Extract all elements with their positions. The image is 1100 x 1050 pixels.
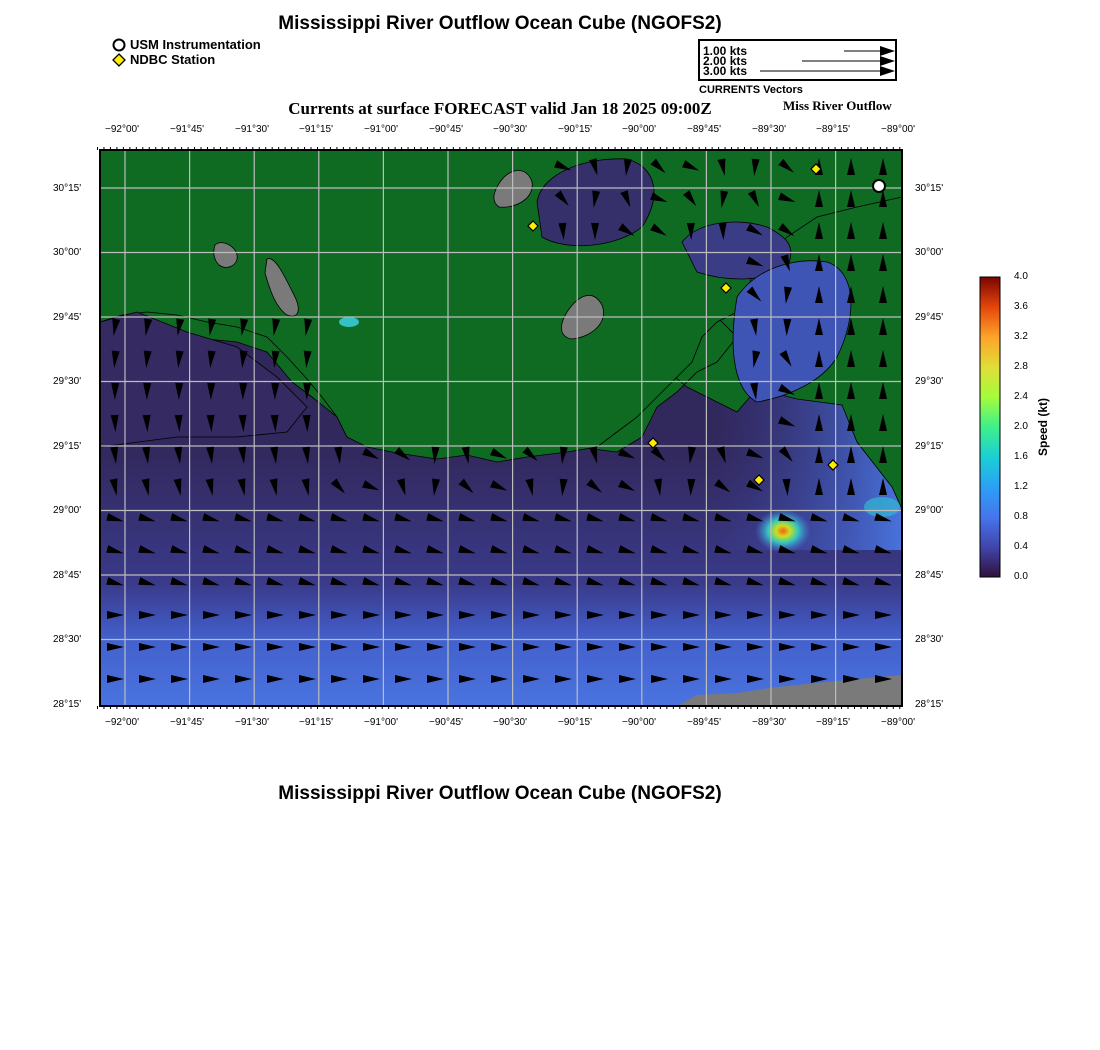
lat-label: 29°30' (53, 376, 82, 387)
vector-scale-row: 3.00 kts (703, 64, 748, 78)
lat-label: 29°00' (915, 505, 944, 516)
colorbar-tick: 1.6 (1014, 451, 1028, 462)
forecast-subtitle: Currents at surface FORECAST valid Jan 18 2025 09:00Z (288, 99, 712, 118)
lon-label: −89°15' (816, 717, 850, 728)
lon-label: −90°00' (622, 124, 656, 135)
lat-label: 28°45' (915, 570, 944, 581)
lat-label: 29°00' (53, 505, 82, 516)
lon-label: −89°30' (752, 717, 786, 728)
colorbar (978, 275, 1006, 579)
frame-ticks-bottom (97, 706, 905, 709)
lon-label: −91°30' (235, 717, 269, 728)
lon-label: −90°45' (429, 717, 463, 728)
ndbc-marker-icon (112, 53, 126, 67)
lon-label: −89°45' (687, 124, 721, 135)
colorbar-tick: 0.4 (1014, 541, 1028, 552)
ndbc-legend-label: NDBC Station (130, 52, 216, 67)
lon-label: −89°45' (687, 717, 721, 728)
lat-label: 28°30' (915, 634, 944, 645)
colorbar-tick: 4.0 (1014, 271, 1028, 282)
lat-label: 28°30' (53, 634, 82, 645)
lon-label: −92°00' (105, 717, 139, 728)
usm-legend-label: USM Instrumentation (130, 37, 261, 52)
vector-scale-row: 1.00 kts (703, 44, 748, 58)
frame-ticks-top (97, 147, 905, 150)
usm-marker-icon (112, 38, 126, 52)
lon-label: −91°30' (235, 124, 269, 135)
lon-label: −90°45' (429, 124, 463, 135)
colorbar-tick: 3.6 (1014, 301, 1028, 312)
vector-scale-row: 2.00 kts (703, 54, 748, 68)
vector-scale-label: CURRENTS Vectors (699, 84, 803, 96)
lon-label: −89°00' (881, 124, 915, 135)
lon-label: −92°00' (105, 124, 139, 135)
lat-label: 29°45' (915, 312, 944, 323)
vector-scale-arrows (700, 41, 895, 79)
lat-label: 28°15' (53, 699, 82, 710)
lon-label: −90°15' (558, 717, 592, 728)
lon-label: −91°00' (364, 717, 398, 728)
lat-label: 30°15' (53, 183, 82, 194)
colorbar-tick: 2.8 (1014, 361, 1028, 372)
colorbar-tick: 0.8 (1014, 511, 1028, 522)
map-panel (97, 147, 905, 709)
lat-label: 29°15' (53, 441, 82, 452)
lat-label: 28°15' (915, 699, 944, 710)
colorbar-tick: 1.2 (1014, 481, 1028, 492)
lon-label: −90°30' (493, 124, 527, 135)
lat-label: 30°15' (915, 183, 944, 194)
lat-label: 30°00' (53, 247, 82, 258)
colorbar-tick: 3.2 (1014, 331, 1028, 342)
lon-label: −89°15' (816, 124, 850, 135)
lat-label: 29°45' (53, 312, 82, 323)
lat-label: 29°15' (915, 441, 944, 452)
lon-label: −89°30' (752, 124, 786, 135)
plume-east (864, 497, 900, 517)
colorbar-label: Speed (kt) (1036, 397, 1050, 457)
map-title: Mississippi River Outflow Ocean Cube (NGOFS2) (278, 13, 722, 34)
lon-label: −91°15' (299, 717, 333, 728)
lon-label: −91°45' (170, 717, 204, 728)
lat-label: 30°00' (915, 247, 944, 258)
vector-scale-box (698, 39, 897, 81)
lon-label: −91°45' (170, 124, 204, 135)
lon-label: −91°15' (299, 124, 333, 135)
colorbar-tick: 2.0 (1014, 421, 1028, 432)
colorbar-tick: 2.4 (1014, 391, 1028, 402)
lon-label: −90°00' (622, 717, 656, 728)
colorbar-tick: 0.0 (1014, 571, 1028, 582)
lon-label: −89°00' (881, 717, 915, 728)
lon-label: −90°15' (558, 124, 592, 135)
region-label: Miss River Outflow (783, 98, 892, 113)
lat-label: 28°45' (53, 570, 82, 581)
river-plume-small (339, 317, 359, 327)
map-title-bottom: Mississippi River Outflow Ocean Cube (NGOFS2) (278, 783, 722, 804)
lon-label: −90°30' (493, 717, 527, 728)
usm-station (873, 180, 885, 192)
lon-label: −91°00' (364, 124, 398, 135)
lat-label: 29°30' (915, 376, 944, 387)
